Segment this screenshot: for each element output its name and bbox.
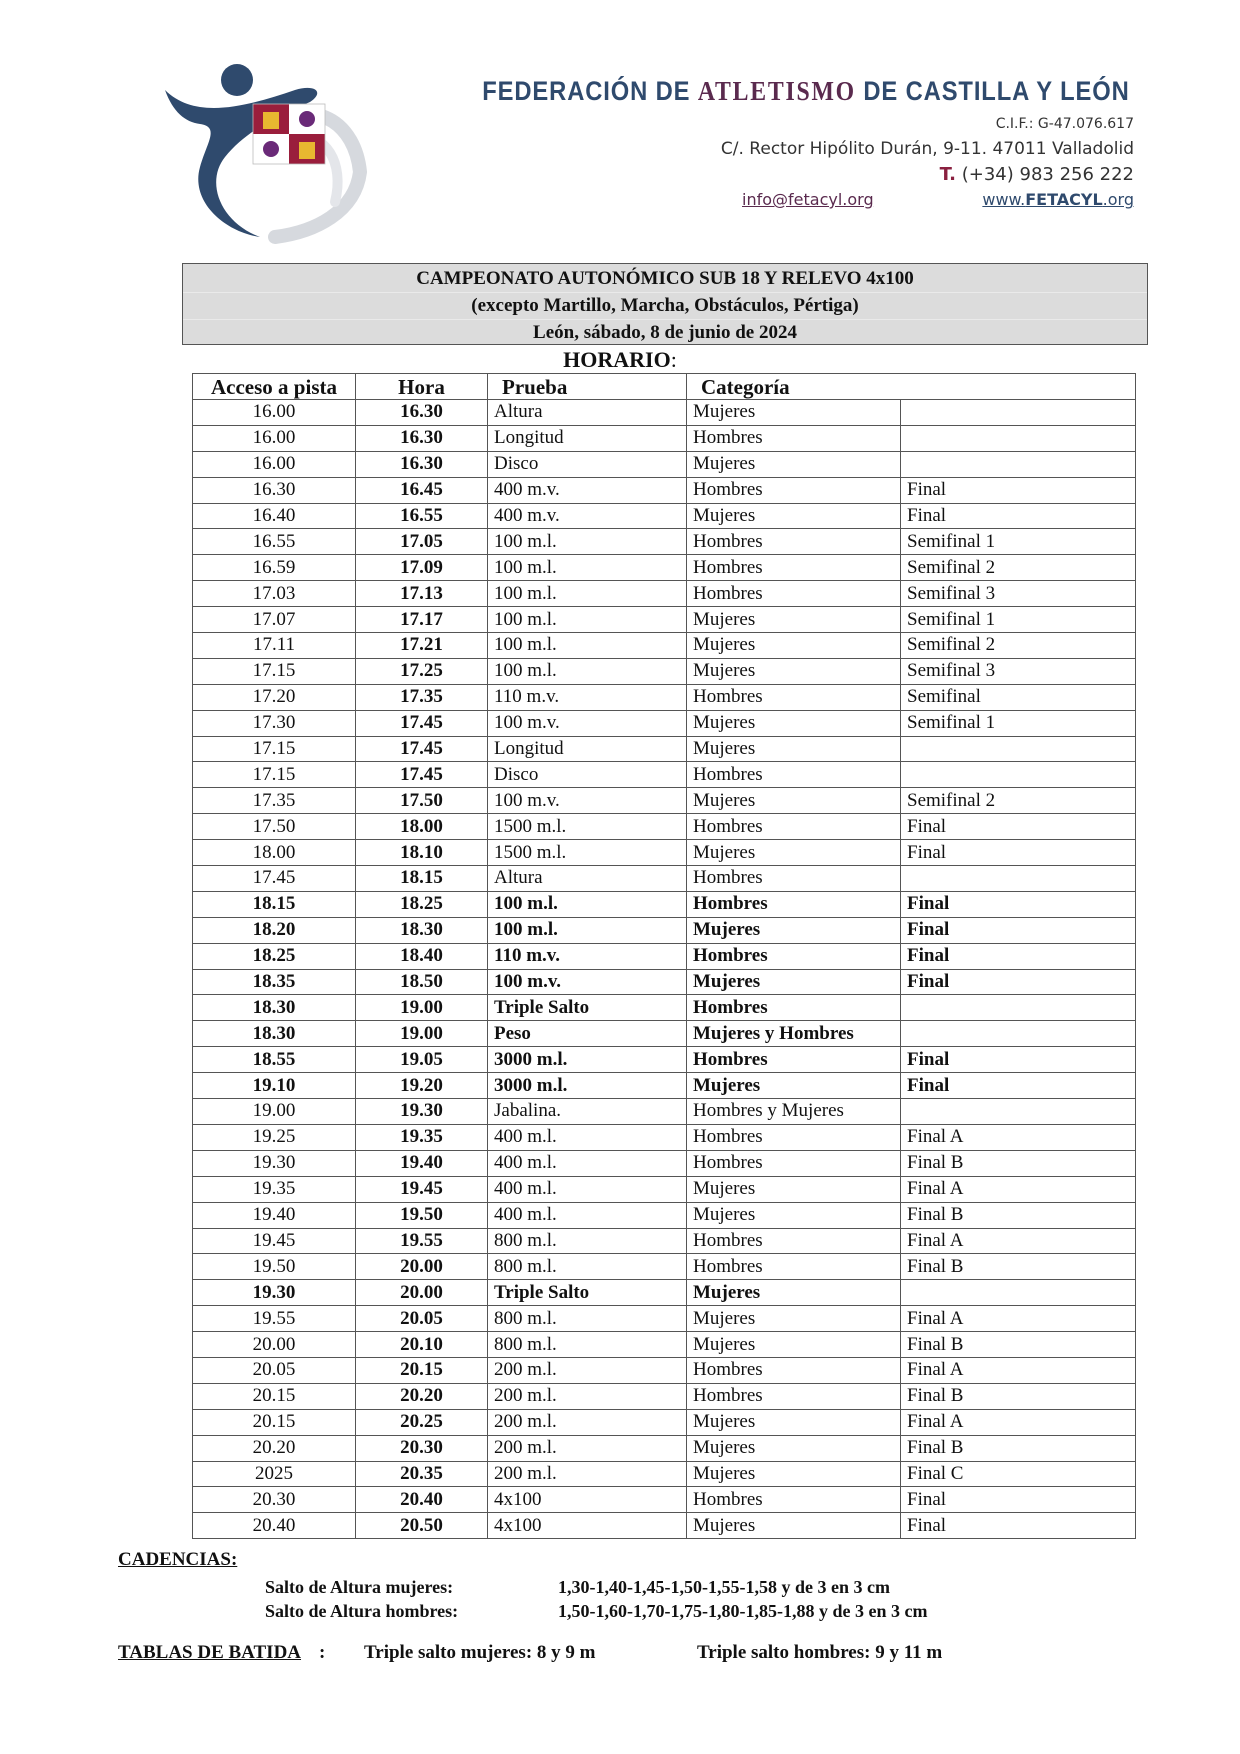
- cell-categoria: Hombres: [687, 1254, 901, 1280]
- table-row: [193, 529, 1136, 555]
- table-row: [193, 969, 1136, 995]
- cell-fase: [901, 451, 1136, 477]
- cell-hora: 18.40: [356, 943, 488, 969]
- cell-prueba: 100 m.v.: [488, 788, 687, 814]
- cell-prueba: Disco: [488, 451, 687, 477]
- cell-fase: Final: [901, 917, 1136, 943]
- cell-fase: Semifinal 2: [901, 633, 1136, 659]
- cell-prueba: 400 m.v.: [488, 477, 687, 503]
- cell-acceso: 16.00: [193, 451, 356, 477]
- cell-hora: 18.00: [356, 814, 488, 840]
- table-row: [193, 736, 1136, 762]
- table-row: [193, 1021, 1136, 1047]
- cell-categoria: Mujeres: [687, 1306, 901, 1332]
- cell-categoria: Hombres: [687, 1047, 901, 1073]
- cell-categoria: Hombres: [687, 762, 901, 788]
- cell-fase: Final B: [901, 1254, 1136, 1280]
- table-row: [193, 633, 1136, 659]
- cell-hora: 17.17: [356, 607, 488, 633]
- runner-crest-icon: [165, 62, 375, 252]
- postal-address: C/. Rector Hipólito Durán, 9-11. 47011 Valladolid: [720, 139, 1134, 159]
- cell-hora: 16.45: [356, 477, 488, 503]
- table-row: [193, 1435, 1136, 1461]
- cell-acceso: 19.45: [193, 1228, 356, 1254]
- table-row: [193, 451, 1136, 477]
- cell-hora: 16.30: [356, 451, 488, 477]
- cell-prueba: 800 m.l.: [488, 1254, 687, 1280]
- cell-acceso: 19.00: [193, 1099, 356, 1125]
- cell-fase: [901, 1099, 1136, 1125]
- cell-categoria: Mujeres y Hombres: [687, 1021, 901, 1047]
- cell-hora: 19.50: [356, 1202, 488, 1228]
- cell-hora: 16.30: [356, 400, 488, 426]
- cell-categoria: Mujeres: [687, 1461, 901, 1487]
- cell-acceso: 17.07: [193, 607, 356, 633]
- cell-prueba: 100 m.l.: [488, 607, 687, 633]
- cell-prueba: 100 m.l.: [488, 658, 687, 684]
- triple-salto-hombres: Triple salto hombres: 9 y 11 m: [697, 1642, 943, 1663]
- cell-fase: Final: [901, 943, 1136, 969]
- cell-hora: 19.05: [356, 1047, 488, 1073]
- cell-hora: 17.25: [356, 658, 488, 684]
- cell-hora: 20.35: [356, 1461, 488, 1487]
- cell-acceso: 18.25: [193, 943, 356, 969]
- cell-categoria: Mujeres: [687, 1513, 901, 1539]
- cell-hora: 19.30: [356, 1099, 488, 1125]
- cell-categoria: Mujeres: [687, 451, 901, 477]
- tablas-batida-heading: TABLAS DE BATIDA: [118, 1642, 302, 1663]
- cif-number: C.I.F.: G-47.076.617: [995, 116, 1134, 132]
- cell-acceso: 19.55: [193, 1306, 356, 1332]
- cadencias-heading: CADENCIAS:: [118, 1549, 238, 1570]
- cell-acceso: 19.10: [193, 1073, 356, 1099]
- cell-fase: [901, 866, 1136, 892]
- table-row: [193, 1124, 1136, 1150]
- cell-hora: 19.55: [356, 1228, 488, 1254]
- cell-fase: Final A: [901, 1228, 1136, 1254]
- cell-categoria: Mujeres: [687, 1176, 901, 1202]
- cell-acceso: 16.59: [193, 555, 356, 581]
- cell-hora: 19.00: [356, 995, 488, 1021]
- cell-fase: Final A: [901, 1306, 1136, 1332]
- column-header-prueba: Prueba: [488, 374, 687, 400]
- cell-fase: Final B: [901, 1383, 1136, 1409]
- cell-hora: 20.40: [356, 1487, 488, 1513]
- cell-categoria: Hombres: [687, 891, 901, 917]
- cell-fase: Final: [901, 814, 1136, 840]
- cell-hora: 18.25: [356, 891, 488, 917]
- cell-prueba: 200 m.l.: [488, 1435, 687, 1461]
- cell-hora: 17.21: [356, 633, 488, 659]
- cell-acceso: 20.20: [193, 1435, 356, 1461]
- cell-prueba: 100 m.l.: [488, 633, 687, 659]
- table-row: [193, 710, 1136, 736]
- table-row: [193, 1332, 1136, 1358]
- cell-fase: [901, 762, 1136, 788]
- table-row: [193, 1513, 1136, 1539]
- cadencia-label-hombres: Salto de Altura hombres:: [265, 1601, 459, 1621]
- table-row: [193, 581, 1136, 607]
- cell-hora: 18.15: [356, 866, 488, 892]
- cadencia-value-hombres: 1,50-1,60-1,70-1,75-1,80-1,85-1,88 y de 3 en 3 cm: [558, 1601, 928, 1621]
- cell-prueba: 200 m.l.: [488, 1357, 687, 1383]
- schedule-table-body: [193, 400, 1136, 1539]
- table-row: [193, 1306, 1136, 1332]
- cell-prueba: 400 m.l.: [488, 1124, 687, 1150]
- cell-prueba: 4x100: [488, 1513, 687, 1539]
- cell-fase: [901, 736, 1136, 762]
- cell-hora: 20.20: [356, 1383, 488, 1409]
- cell-prueba: Jabalina.: [488, 1099, 687, 1125]
- cell-hora: 19.20: [356, 1073, 488, 1099]
- cell-fase: Final A: [901, 1124, 1136, 1150]
- cell-fase: [901, 995, 1136, 1021]
- cell-categoria: Mujeres: [687, 917, 901, 943]
- cell-acceso: 17.15: [193, 736, 356, 762]
- cell-hora: 17.09: [356, 555, 488, 581]
- cell-acceso: 16.00: [193, 425, 356, 451]
- cell-prueba: 400 m.l.: [488, 1150, 687, 1176]
- cell-categoria: Hombres: [687, 477, 901, 503]
- cell-prueba: Disco: [488, 762, 687, 788]
- cell-categoria: Hombres: [687, 529, 901, 555]
- cell-categoria: Mujeres: [687, 969, 901, 995]
- cell-hora: 18.50: [356, 969, 488, 995]
- cell-hora: 19.00: [356, 1021, 488, 1047]
- cell-prueba: 100 m.v.: [488, 969, 687, 995]
- website-link[interactable]: www.FETACYL.org: [982, 190, 1134, 209]
- event-title: CAMPEONATO AUTONÓMICO SUB 18 Y RELEVO 4x100: [183, 266, 1147, 293]
- cell-prueba: 110 m.v.: [488, 943, 687, 969]
- table-row: [193, 1357, 1136, 1383]
- table-row: [193, 788, 1136, 814]
- cell-acceso: 20.15: [193, 1383, 356, 1409]
- cell-categoria: Hombres: [687, 995, 901, 1021]
- cell-fase: Semifinal 3: [901, 581, 1136, 607]
- cell-acceso: 17.03: [193, 581, 356, 607]
- cell-prueba: 100 m.v.: [488, 710, 687, 736]
- table-row: [193, 917, 1136, 943]
- cell-hora: 19.35: [356, 1124, 488, 1150]
- cell-acceso: 17.15: [193, 762, 356, 788]
- organization-name: FEDERACIÓN DE ATLETISMO DE CASTILLA Y LEÓN: [482, 76, 1130, 106]
- cell-prueba: Triple Salto: [488, 1280, 687, 1306]
- cell-categoria: Mujeres: [687, 503, 901, 529]
- table-row: [193, 1150, 1136, 1176]
- cell-fase: Final: [901, 1047, 1136, 1073]
- cell-fase: Final A: [901, 1176, 1136, 1202]
- cell-hora: 16.30: [356, 425, 488, 451]
- castilla-leon-shield-icon: [253, 104, 325, 164]
- cell-prueba: 200 m.l.: [488, 1383, 687, 1409]
- cell-acceso: 17.11: [193, 633, 356, 659]
- table-row: [193, 1461, 1136, 1487]
- cell-fase: Final A: [901, 1409, 1136, 1435]
- cell-hora: 20.50: [356, 1513, 488, 1539]
- cell-prueba: 800 m.l.: [488, 1306, 687, 1332]
- cell-categoria: Mujeres: [687, 1332, 901, 1358]
- cell-categoria: Mujeres: [687, 658, 901, 684]
- cell-hora: 20.25: [356, 1409, 488, 1435]
- column-header-hora: Hora: [356, 374, 488, 400]
- cell-fase: Final B: [901, 1332, 1136, 1358]
- cell-fase: Final: [901, 891, 1136, 917]
- cell-fase: Semifinal 2: [901, 555, 1136, 581]
- cell-hora: 20.00: [356, 1254, 488, 1280]
- cell-fase: [901, 425, 1136, 451]
- cell-hora: 17.50: [356, 788, 488, 814]
- table-row: [193, 400, 1136, 426]
- table-row: [193, 943, 1136, 969]
- email-link[interactable]: info@fetacyl.org: [742, 190, 874, 209]
- cell-fase: Semifinal 3: [901, 658, 1136, 684]
- cell-fase: Final B: [901, 1202, 1136, 1228]
- event-title-box: [182, 263, 1148, 345]
- cell-categoria: Hombres: [687, 425, 901, 451]
- cell-prueba: 400 m.l.: [488, 1176, 687, 1202]
- tablas-batida-colon: :: [319, 1642, 326, 1663]
- cell-categoria: Hombres: [687, 1487, 901, 1513]
- cell-prueba: 400 m.l.: [488, 1202, 687, 1228]
- cell-categoria: Hombres: [687, 814, 901, 840]
- cell-acceso: 17.15: [193, 658, 356, 684]
- cell-acceso: 18.35: [193, 969, 356, 995]
- table-row: [193, 425, 1136, 451]
- cell-hora: 17.45: [356, 710, 488, 736]
- cell-categoria: Mujeres: [687, 400, 901, 426]
- cell-fase: Final: [901, 477, 1136, 503]
- table-row: [193, 1073, 1136, 1099]
- column-header-acceso: Acceso a pista: [193, 374, 356, 400]
- cell-prueba: Altura: [488, 400, 687, 426]
- cell-acceso: 20.15: [193, 1409, 356, 1435]
- cell-categoria: Hombres: [687, 555, 901, 581]
- cell-acceso: 19.25: [193, 1124, 356, 1150]
- table-row: [193, 503, 1136, 529]
- cell-fase: Final: [901, 1073, 1136, 1099]
- table-row: [193, 995, 1136, 1021]
- phone-label: T.: [939, 164, 956, 185]
- cell-prueba: 100 m.l.: [488, 529, 687, 555]
- table-header-row: [193, 374, 1136, 400]
- cell-categoria: Mujeres: [687, 1409, 901, 1435]
- event-exclusions: (excepto Martillo, Marcha, Obstáculos, Pértiga): [183, 293, 1147, 320]
- cell-hora: 20.10: [356, 1332, 488, 1358]
- event-location-date: León, sábado, 8 de junio de 2024: [533, 322, 797, 343]
- cell-prueba: Altura: [488, 866, 687, 892]
- cell-acceso: 17.35: [193, 788, 356, 814]
- cell-hora: 17.13: [356, 581, 488, 607]
- cell-categoria: Hombres y Mujeres: [687, 1099, 901, 1125]
- cell-categoria: Hombres: [687, 581, 901, 607]
- cell-fase: Final B: [901, 1150, 1136, 1176]
- cell-prueba: 800 m.l.: [488, 1332, 687, 1358]
- cell-categoria: Hombres: [687, 866, 901, 892]
- cell-acceso: 20.40: [193, 1513, 356, 1539]
- cell-categoria: Mujeres: [687, 633, 901, 659]
- cell-hora: 17.45: [356, 762, 488, 788]
- phone-number: T. (+34) 983 256 222: [939, 164, 1134, 185]
- cell-acceso: 17.45: [193, 866, 356, 892]
- table-row: [193, 684, 1136, 710]
- cell-fase: Final: [901, 969, 1136, 995]
- cell-prueba: 100 m.l.: [488, 581, 687, 607]
- cell-fase: Semifinal: [901, 684, 1136, 710]
- cell-hora: 20.05: [356, 1306, 488, 1332]
- cell-fase: [901, 1280, 1136, 1306]
- cell-prueba: 3000 m.l.: [488, 1047, 687, 1073]
- cell-prueba: 4x100: [488, 1487, 687, 1513]
- cell-categoria: Hombres: [687, 1357, 901, 1383]
- cell-fase: Semifinal 1: [901, 710, 1136, 736]
- cell-prueba: 200 m.l.: [488, 1461, 687, 1487]
- cell-acceso: 17.20: [193, 684, 356, 710]
- cell-acceso: 2025: [193, 1461, 356, 1487]
- federation-logo: [165, 62, 375, 252]
- table-row: [193, 814, 1136, 840]
- cell-hora: 17.05: [356, 529, 488, 555]
- table-row: [193, 840, 1136, 866]
- cell-prueba: 3000 m.l.: [488, 1073, 687, 1099]
- table-row: [193, 555, 1136, 581]
- table-row: [193, 1409, 1136, 1435]
- table-row: [193, 866, 1136, 892]
- cell-acceso: 16.00: [193, 400, 356, 426]
- schedule-table: [192, 373, 1136, 1539]
- cell-categoria: Hombres: [687, 684, 901, 710]
- table-row: [193, 1202, 1136, 1228]
- cell-prueba: Longitud: [488, 425, 687, 451]
- cell-acceso: 17.50: [193, 814, 356, 840]
- cell-fase: Final: [901, 503, 1136, 529]
- cell-prueba: Triple Salto: [488, 995, 687, 1021]
- cell-acceso: 18.00: [193, 840, 356, 866]
- cell-fase: Final A: [901, 1357, 1136, 1383]
- schedule-heading: HORARIO:: [563, 347, 677, 372]
- cell-fase: Final: [901, 1513, 1136, 1539]
- table-row: [193, 607, 1136, 633]
- cell-hora: 19.40: [356, 1150, 488, 1176]
- cell-categoria: Mujeres: [687, 710, 901, 736]
- cell-categoria: Mujeres: [687, 1073, 901, 1099]
- cell-acceso: 18.20: [193, 917, 356, 943]
- cell-acceso: 19.50: [193, 1254, 356, 1280]
- cell-acceso: 18.15: [193, 891, 356, 917]
- cell-acceso: 20.00: [193, 1332, 356, 1358]
- cell-hora: 18.30: [356, 917, 488, 943]
- cell-categoria: Hombres: [687, 1150, 901, 1176]
- cell-prueba: 800 m.l.: [488, 1228, 687, 1254]
- cell-acceso: 16.40: [193, 503, 356, 529]
- cell-fase: Final: [901, 840, 1136, 866]
- cell-categoria: Mujeres: [687, 736, 901, 762]
- cell-acceso: 18.55: [193, 1047, 356, 1073]
- cell-prueba: 100 m.l.: [488, 917, 687, 943]
- cell-fase: Final: [901, 1487, 1136, 1513]
- cell-hora: 16.55: [356, 503, 488, 529]
- cell-hora: 20.15: [356, 1357, 488, 1383]
- cell-acceso: 19.30: [193, 1280, 356, 1306]
- cell-hora: 20.30: [356, 1435, 488, 1461]
- cell-fase: [901, 400, 1136, 426]
- cell-categoria: Hombres: [687, 943, 901, 969]
- cell-hora: 19.45: [356, 1176, 488, 1202]
- cell-prueba: 110 m.v.: [488, 684, 687, 710]
- cell-fase: Semifinal 1: [901, 529, 1136, 555]
- cadencia-label-mujeres: Salto de Altura mujeres:: [265, 1577, 454, 1597]
- cell-prueba: 200 m.l.: [488, 1409, 687, 1435]
- table-row: [193, 1176, 1136, 1202]
- cell-acceso: 16.55: [193, 529, 356, 555]
- cell-prueba: 100 m.l.: [488, 891, 687, 917]
- cell-prueba: 100 m.l.: [488, 555, 687, 581]
- cell-acceso: 16.30: [193, 477, 356, 503]
- cell-categoria: Mujeres: [687, 788, 901, 814]
- cadencia-value-mujeres: 1,30-1,40-1,45-1,50-1,55-1,58 y de 3 en 3 cm: [558, 1577, 890, 1597]
- cell-hora: 17.35: [356, 684, 488, 710]
- cell-categoria: Mujeres: [687, 1280, 901, 1306]
- table-row: [193, 1383, 1136, 1409]
- table-row: [193, 658, 1136, 684]
- cell-acceso: 17.30: [193, 710, 356, 736]
- cell-fase: Semifinal 1: [901, 607, 1136, 633]
- cell-acceso: 19.35: [193, 1176, 356, 1202]
- cell-hora: 20.00: [356, 1280, 488, 1306]
- table-row: [193, 891, 1136, 917]
- cell-acceso: 18.30: [193, 1021, 356, 1047]
- cell-acceso: 19.40: [193, 1202, 356, 1228]
- cell-prueba: 1500 m.l.: [488, 840, 687, 866]
- cell-hora: 17.45: [356, 736, 488, 762]
- organization-name-accent: ATLETISMO: [698, 76, 857, 106]
- cell-prueba: Longitud: [488, 736, 687, 762]
- cell-acceso: 20.05: [193, 1357, 356, 1383]
- cell-categoria: Hombres: [687, 1228, 901, 1254]
- cell-categoria: Hombres: [687, 1383, 901, 1409]
- table-row: [193, 1487, 1136, 1513]
- cell-fase: Final B: [901, 1435, 1136, 1461]
- cell-acceso: 19.30: [193, 1150, 356, 1176]
- cell-categoria: Mujeres: [687, 607, 901, 633]
- table-row: [193, 477, 1136, 503]
- table-row: [193, 1047, 1136, 1073]
- cell-prueba: Peso: [488, 1021, 687, 1047]
- cell-fase: Semifinal 2: [901, 788, 1136, 814]
- cell-hora: 18.10: [356, 840, 488, 866]
- cell-acceso: 20.30: [193, 1487, 356, 1513]
- cell-acceso: 18.30: [193, 995, 356, 1021]
- cell-prueba: 1500 m.l.: [488, 814, 687, 840]
- cell-categoria: Hombres: [687, 1124, 901, 1150]
- cell-categoria: Mujeres: [687, 1435, 901, 1461]
- column-header-categoria: Categoría: [687, 374, 1136, 400]
- cell-prueba: 400 m.v.: [488, 503, 687, 529]
- cell-categoria: Mujeres: [687, 840, 901, 866]
- table-row: [193, 1099, 1136, 1125]
- table-row: [193, 1254, 1136, 1280]
- cell-categoria: Mujeres: [687, 1202, 901, 1228]
- table-row: [193, 762, 1136, 788]
- table-row: [193, 1280, 1136, 1306]
- table-row: [193, 1228, 1136, 1254]
- triple-salto-mujeres: Triple salto mujeres: 8 y 9 m: [364, 1642, 596, 1663]
- cell-fase: [901, 1021, 1136, 1047]
- cell-fase: Final C: [901, 1461, 1136, 1487]
